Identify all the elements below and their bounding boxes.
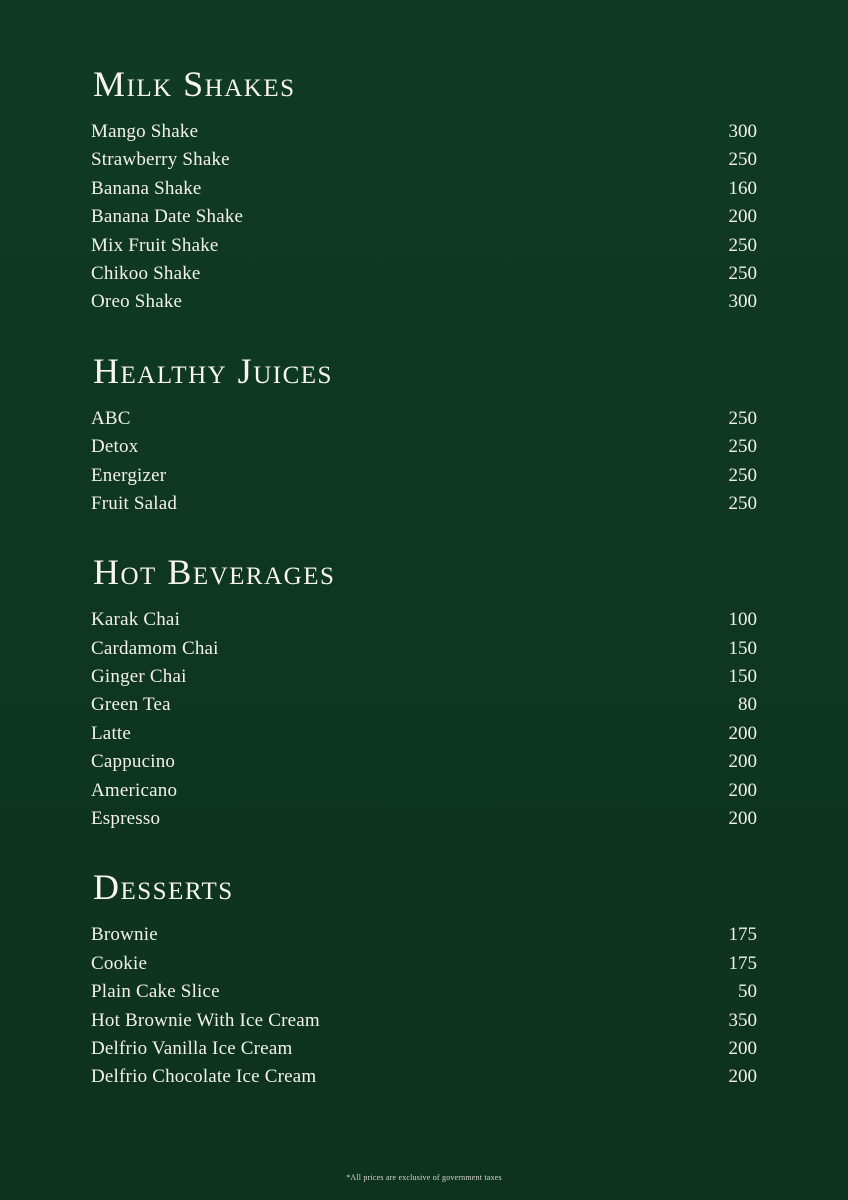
item-name: Strawberry Shake (91, 149, 230, 171)
item-name: Oreo Shake (91, 291, 183, 313)
menu-item (91, 748, 758, 776)
menu-item (91, 288, 758, 316)
menu-item (91, 777, 758, 805)
menu-item (91, 978, 758, 1006)
item-name: Fruit Salad (91, 492, 178, 514)
item-name: ABC (91, 407, 131, 429)
menu-list (91, 405, 758, 519)
item-name: Cardamom Chai (91, 637, 219, 659)
menu-item (91, 691, 758, 719)
item-price: 250 (728, 234, 757, 256)
menu-item (91, 232, 758, 260)
item-name: Cappucino (91, 751, 176, 773)
section-title: Desserts (93, 867, 234, 908)
menu-item (91, 260, 758, 288)
item-price: 250 (728, 492, 757, 514)
item-name: Delfrio Chocolate Ice Cream (91, 1066, 317, 1088)
menu-item (91, 405, 758, 433)
item-price: 160 (728, 177, 757, 199)
section-title: Hot Beverages (93, 552, 336, 593)
item-price: 250 (728, 436, 757, 458)
item-name: Brownie (91, 924, 158, 946)
item-price: 200 (728, 722, 757, 744)
menu-page (91, 64, 758, 1092)
section-milk-shakes (91, 64, 758, 317)
item-price: 250 (728, 149, 757, 171)
menu-list (91, 606, 758, 833)
item-name: Mix Fruit Shake (91, 234, 219, 256)
item-name: Green Tea (91, 694, 171, 716)
item-price: 200 (728, 808, 757, 830)
item-name: Delfrio Vanilla Ice Cream (91, 1037, 293, 1059)
menu-item (91, 950, 758, 978)
section-title: Milk Shakes (93, 64, 296, 104)
item-name: Americano (91, 779, 178, 801)
menu-item (91, 118, 758, 146)
menu-item (91, 1007, 758, 1035)
item-name: Karak Chai (91, 609, 181, 631)
item-name: Hot Brownie With Ice Cream (91, 1009, 320, 1031)
item-price: 50 (738, 981, 757, 1003)
item-price: 350 (728, 1009, 757, 1031)
item-name: Energizer (91, 464, 167, 486)
item-price: 300 (728, 291, 757, 313)
item-price: 80 (738, 694, 757, 716)
item-price: 175 (728, 952, 757, 974)
menu-item (91, 606, 758, 634)
menu-list (91, 921, 758, 1091)
menu-item (91, 462, 758, 490)
item-name: Latte (91, 722, 132, 744)
menu-item (91, 720, 758, 748)
section-healthy-juices (91, 351, 758, 519)
menu-item (91, 490, 758, 518)
menu-item (91, 805, 758, 833)
menu-item (91, 921, 758, 949)
menu-item (91, 203, 758, 231)
item-price: 250 (728, 262, 757, 284)
section-title: Healthy Juices (93, 350, 333, 391)
menu-item (91, 1063, 758, 1091)
item-price: 200 (728, 751, 757, 773)
item-price: 250 (728, 407, 757, 429)
item-price: 150 (728, 666, 757, 688)
item-price: 250 (728, 464, 757, 486)
item-price: 100 (728, 609, 757, 631)
item-name: Banana Shake (91, 177, 202, 199)
item-name: Espresso (91, 808, 161, 830)
item-name: Mango Shake (91, 121, 199, 142)
item-price: 200 (728, 206, 757, 228)
item-price: 200 (728, 1066, 757, 1088)
item-price: 200 (728, 1037, 757, 1059)
item-price: 200 (728, 779, 757, 801)
item-price: 175 (728, 924, 757, 946)
menu-item (91, 1035, 758, 1063)
item-name: Chikoo Shake (91, 262, 201, 284)
item-name: Ginger Chai (91, 666, 187, 688)
item-name: Detox (91, 436, 139, 458)
section-hot-beverages (91, 552, 758, 833)
tax-footnote: *All prices are exclusive of government taxes (346, 1173, 502, 1182)
item-name: Banana Date Shake (91, 206, 244, 228)
menu-item (91, 635, 758, 663)
section-desserts (91, 867, 758, 1091)
item-price: 150 (728, 637, 757, 659)
menu-item (91, 433, 758, 461)
menu-item (91, 175, 758, 203)
menu-list (91, 118, 758, 317)
item-price: 300 (728, 121, 757, 142)
item-name: Cookie (91, 952, 148, 974)
menu-item (91, 663, 758, 691)
item-name: Plain Cake Slice (91, 981, 220, 1003)
menu-item (91, 146, 758, 174)
